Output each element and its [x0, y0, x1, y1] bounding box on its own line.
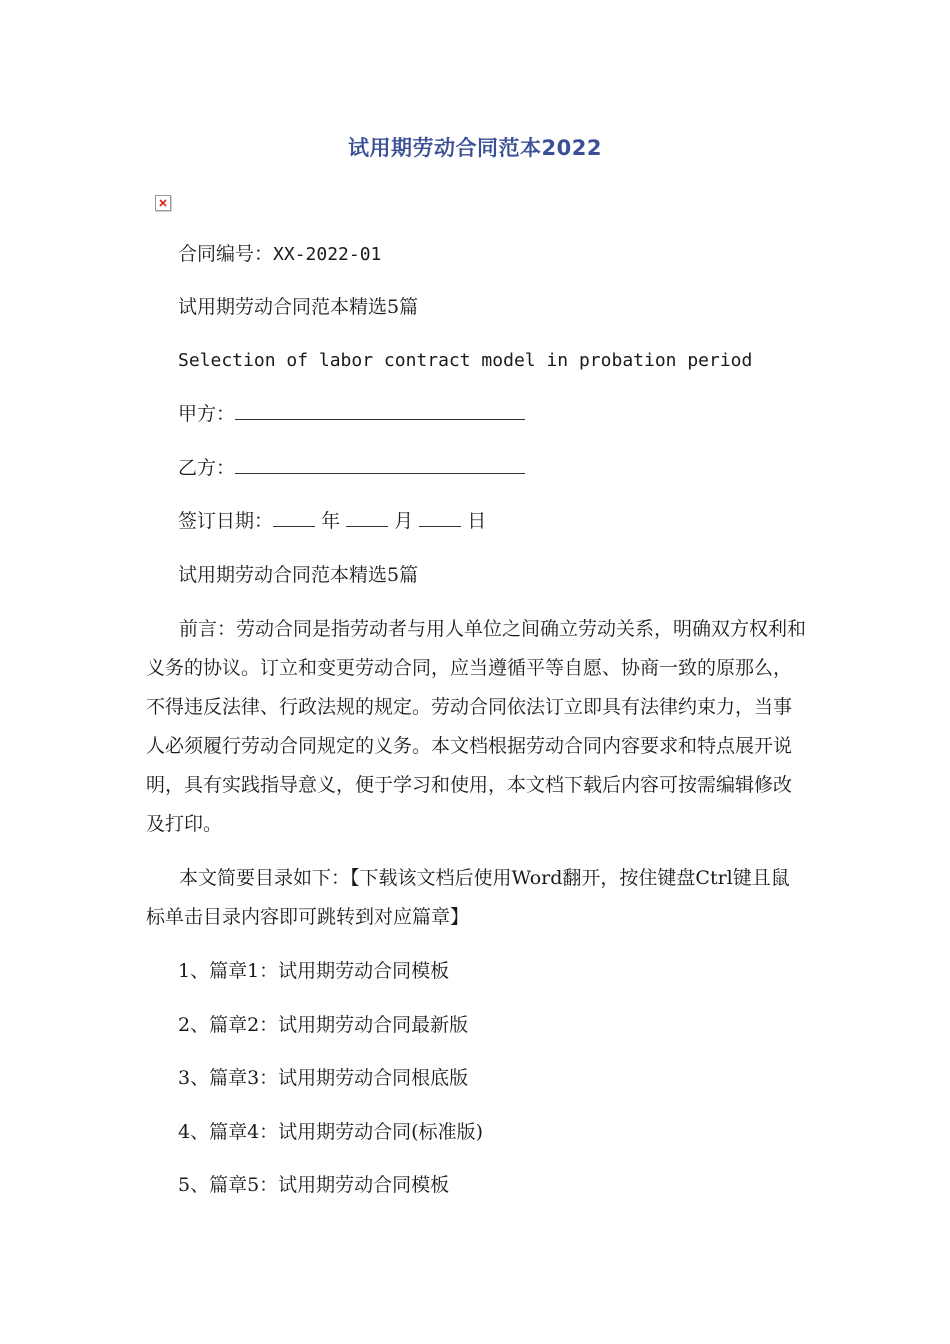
toc-intro-paragraph: 本文简要目录如下：【下载该文档后使用Word翻开，按住键盘Ctrl键且鼠标单击目录内容即可跳转到对应篇章】 — [146, 867, 790, 928]
toc-item-3[interactable]: 3、篇章3：试用期劳动合同根底版 — [178, 1067, 469, 1089]
party-a-label: 甲方： — [178, 403, 236, 425]
preface-paragraph: 前言：劳动合同是指劳动者与用人单位之间确立劳动关系，明确双方权利和义务的协议。订立和变更劳动合同，应当遵循平等自愿、协商一致的原那么，不得违反法律、行政法规的规定。劳动合同依法订立即具有法律约束力，当事人必须履行劳动合同规定的义务。本文档根据劳动合同内容要求和特点展开说明，具有实践指导意义，便于学习和使用，本文档下载后内容可按需编辑修改及打印。 — [146, 618, 807, 835]
sign-date-line — [178, 508, 486, 534]
party-b-line — [178, 455, 525, 481]
party-a-blank[interactable] — [235, 401, 525, 420]
toc-item-2[interactable]: 2、篇章2：试用期劳动合同最新版 — [178, 1014, 469, 1036]
party-b-blank[interactable] — [235, 455, 525, 474]
broken-image-icon — [155, 195, 171, 211]
contract-number-label: 合同编号： — [178, 243, 274, 265]
subtitle-repeat: 试用期劳动合同范本精选5篇 — [178, 564, 419, 586]
document-title: 试用期劳动合同范本2022 — [348, 136, 602, 160]
contract-number — [178, 241, 381, 268]
party-b-label: 乙方： — [178, 457, 236, 479]
toc-item-5[interactable]: 5、篇章5：试用期劳动合同模板 — [178, 1174, 450, 1196]
contract-number-value: XX-2022-01 — [273, 244, 382, 265]
year-label: 年 — [321, 510, 341, 532]
month-blank[interactable] — [346, 508, 388, 527]
year-blank[interactable] — [273, 508, 315, 527]
subtitle: 试用期劳动合同范本精选5篇 — [178, 296, 419, 318]
day-blank[interactable] — [419, 508, 461, 527]
english-subtitle: Selection of labor contract model in probation period — [178, 350, 753, 371]
month-label: 月 — [394, 510, 414, 532]
toc-item-4[interactable]: 4、篇章4：试用期劳动合同(标准版) — [178, 1121, 484, 1143]
toc-item-1[interactable]: 1、篇章1：试用期劳动合同模板 — [178, 960, 450, 982]
day-label: 日 — [467, 510, 487, 532]
sign-date-label: 签订日期： — [178, 510, 274, 532]
party-a-line — [178, 401, 525, 427]
